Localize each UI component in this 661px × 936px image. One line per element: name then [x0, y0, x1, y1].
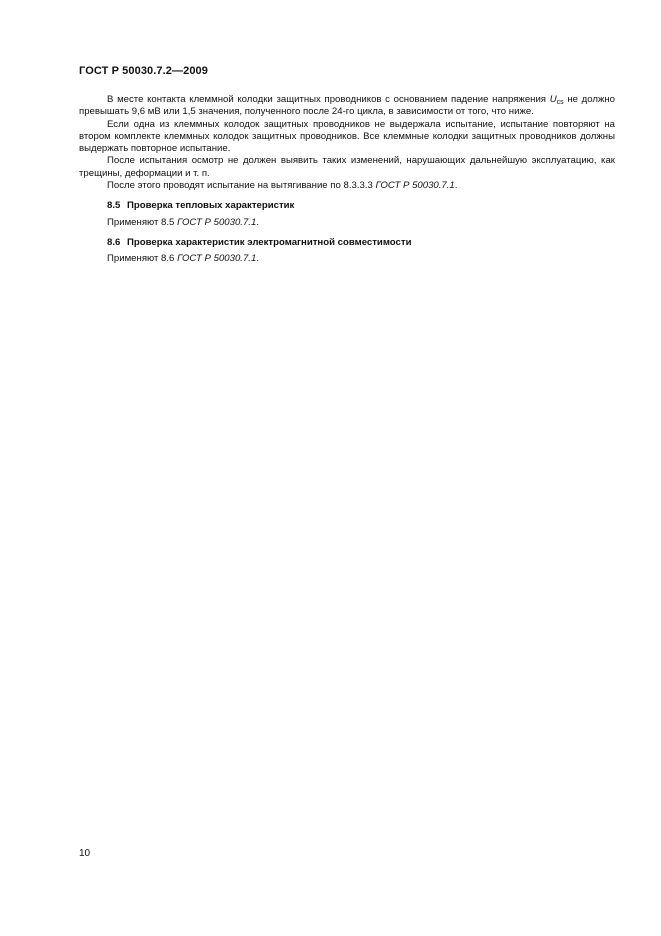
document-body — [79, 94, 615, 266]
standard-reference: ГОСТ Р 50030.7.1 — [177, 216, 257, 228]
section-text-8-5: Применяют 8.5 ГОСТ Р 50030.7.1. — [107, 216, 259, 228]
standard-reference: ГОСТ Р 50030.7.1 — [177, 253, 257, 265]
voltage-symbol: U — [549, 94, 557, 105]
paragraph-inspection: После испытания осмотр не должен выявить таких изменений, нарушающих дальнейшую эксплуатацию, как трещины, деформации и т. п. — [79, 155, 615, 179]
document-header: ГОСТ Р 50030.7.2—2009 — [79, 65, 208, 77]
paragraph-retest: Если одна из клеммных колодок защитных проводников не выдержала испытание, испытание повторяют на втором комплекте клеммных колодок защитных проводников. Все клеммные колодки защитных проводников должны выдержать повторное испытание. — [79, 118, 615, 155]
voltage-subscript: cs — [556, 99, 564, 106]
paragraph-pull-test: После этого проводят испытание на вытягивание по 8.3.3.3 ГОСТ Р 50030.7.1. — [107, 180, 458, 192]
section-text-8-6: Применяют 8.6 ГОСТ Р 50030.7.1. — [107, 253, 259, 265]
standard-reference: ГОСТ Р 50030.7.1 — [375, 180, 455, 192]
paragraph-voltage-drop: В месте контакта клеммной колодки защитных проводников с основанием падение напряжения $U_{cs}$ не должно превышать 9,6 мВ или 1,5 значения, полученного после 24-го цикла, в зависимости от того, что ниже. — [79, 94, 615, 118]
section-heading-8-5: 8.5 Проверка тепловых характеристик — [107, 200, 295, 212]
page-number: 10 — [79, 848, 91, 859]
section-heading-8-6: 8.6 Проверка характеристик электромагнитной совместимости — [107, 236, 412, 248]
